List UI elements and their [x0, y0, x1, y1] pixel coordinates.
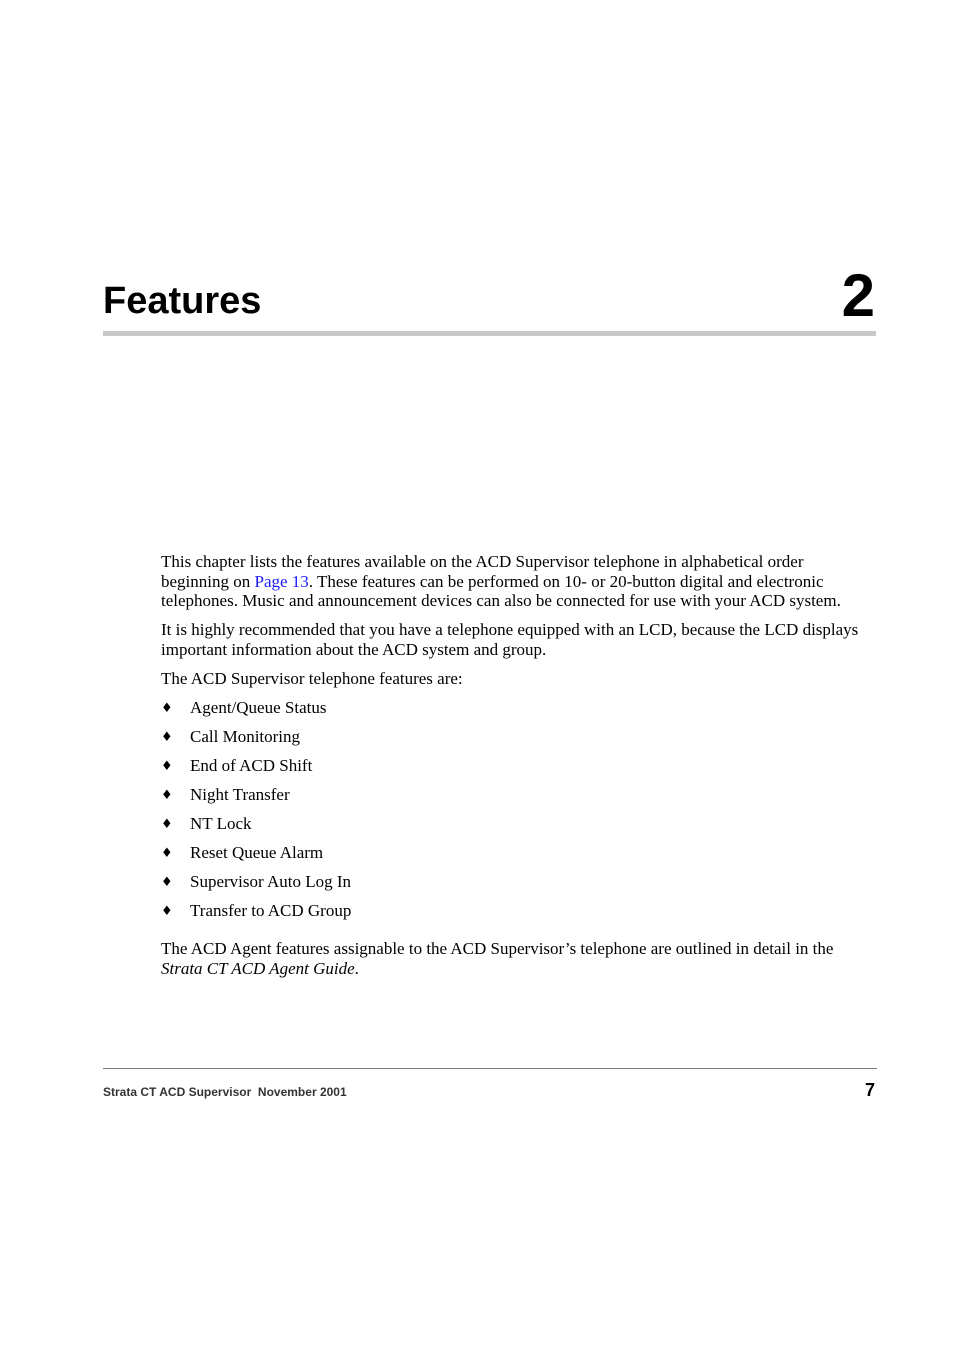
list-item — [161, 901, 873, 930]
diamond-bullet-icon: ♦ — [161, 816, 173, 832]
list-item — [161, 756, 873, 785]
chapter-body — [161, 552, 873, 988]
feature-list — [161, 698, 873, 930]
feature-label: NT Lock — [190, 813, 252, 833]
guide-title: Strata CT ACD Agent Guide — [161, 958, 355, 978]
footer-document-title: Strata CT ACD Supervisor November 2001 — [103, 1085, 347, 1099]
closing-text: The ACD Agent features assignable to the ACD Supervisor’s telephone are outlined in detail in the — [161, 939, 834, 958]
footer-rule — [103, 1068, 877, 1069]
closing-period: . — [354, 958, 359, 978]
list-item — [161, 843, 873, 872]
list-item — [161, 727, 873, 756]
intro-paragraph — [161, 552, 873, 611]
list-item — [161, 785, 873, 814]
diamond-bullet-icon: ♦ — [161, 874, 173, 890]
features-lead-in: The ACD Supervisor telephone features are: — [161, 668, 463, 688]
closing-paragraph — [161, 939, 873, 978]
feature-label: Call Monitoring — [190, 726, 301, 746]
intro-text-start: This chapter lists the features available on the ACD Supervisor telephone in alphabetical order beginning on — [161, 552, 804, 591]
feature-label: End of ACD Shift — [190, 755, 313, 775]
feature-label: Transfer to ACD Group — [190, 900, 352, 920]
lcd-recommendation-paragraph: It is highly recommended that you have a telephone equipped with an LCD, because the LCD displays important information about the ACD system and group. — [161, 620, 859, 659]
diamond-bullet-icon: ♦ — [161, 758, 173, 774]
feature-label: Reset Queue Alarm — [190, 842, 324, 862]
diamond-bullet-icon: ♦ — [161, 700, 173, 716]
chapter-title: Features — [103, 280, 262, 322]
title-rule — [103, 331, 876, 336]
feature-label: Agent/Queue Status — [190, 697, 327, 717]
feature-label: Supervisor Auto Log In — [190, 871, 352, 891]
diamond-bullet-icon: ♦ — [161, 845, 173, 861]
intro-text-end: . These features can be performed on 10- or 20-button digital and electronic telephones. Music and announcement devices can also be connected for use with your ACD system. — [161, 571, 841, 610]
list-item — [161, 872, 873, 901]
feature-label: Night Transfer — [190, 784, 290, 804]
page-13-link[interactable]: Page 13 — [254, 571, 309, 591]
chapter-number: 2 — [841, 262, 875, 329]
diamond-bullet-icon: ♦ — [161, 787, 173, 803]
footer-page-number: 7 — [864, 1080, 875, 1100]
list-item — [161, 814, 873, 843]
diamond-bullet-icon: ♦ — [161, 903, 173, 919]
diamond-bullet-icon: ♦ — [161, 729, 173, 745]
list-item — [161, 698, 873, 727]
